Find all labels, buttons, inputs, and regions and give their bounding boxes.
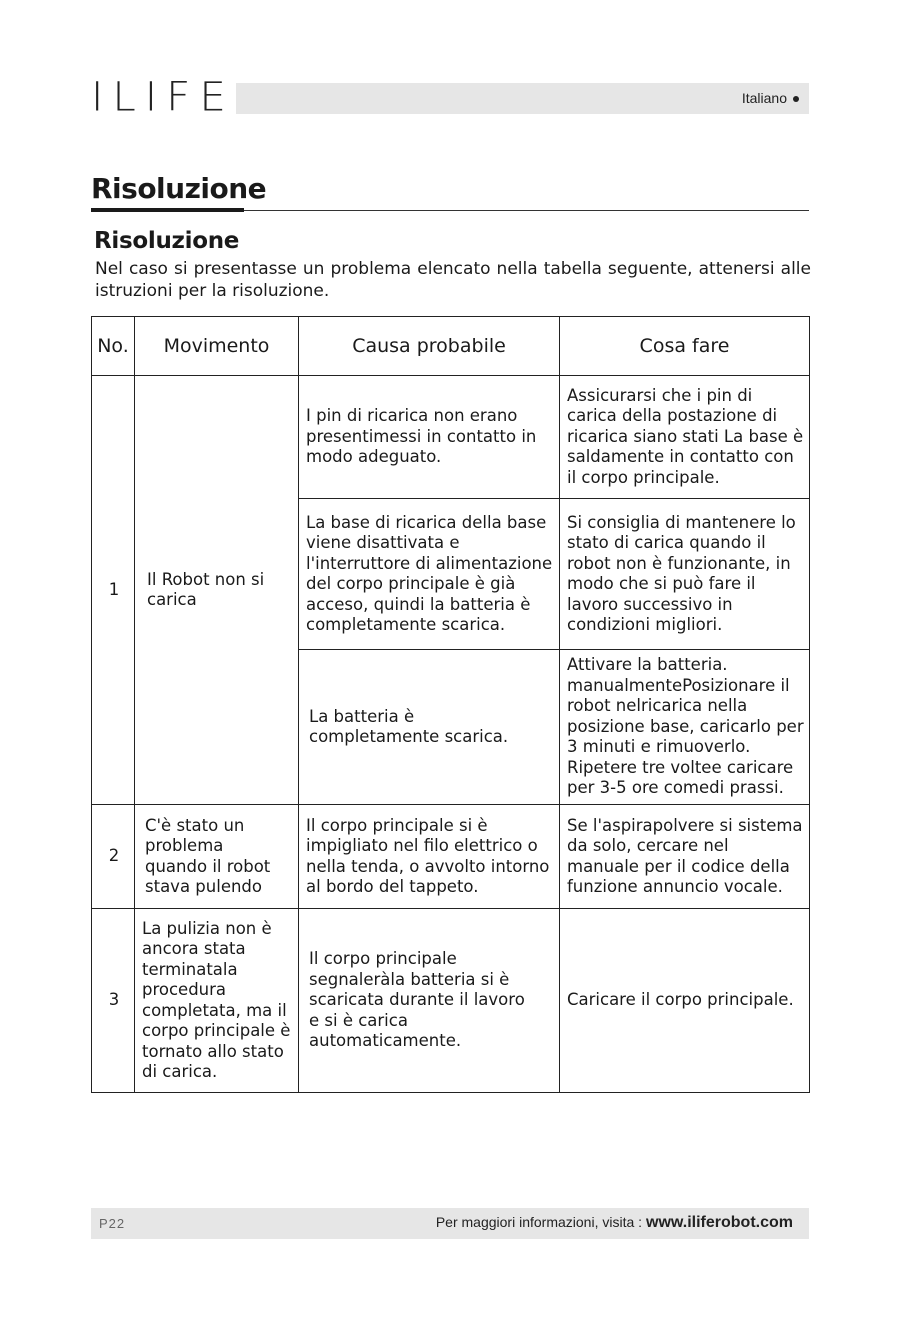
footer-info	[436, 1214, 793, 1232]
row-causa: I pin di ricarica non erano presentimessi in contatto in modo adeguato.	[299, 376, 560, 499]
row-cosa: Caricare il corpo principale.	[560, 909, 810, 1093]
brand-logo: ILIFE	[91, 73, 235, 120]
footer-bar	[91, 1208, 809, 1239]
header-bar	[236, 83, 809, 114]
row-cosa: Se l'aspirapolvere si sistema da solo, cercare nel manuale per il codice della funzione annuncio vocale.	[560, 805, 810, 909]
row-movimento: Il Robot non si carica	[135, 376, 299, 805]
bullet-dot-icon	[793, 96, 799, 102]
page-number: P22	[99, 1216, 126, 1231]
footer-text: Per maggiori informazioni, visita :	[435, 1214, 643, 1230]
row-cosa: Assicurarsi che i pin di carica della postazione di ricarica siano stati La base è saldamente in contatto con il corpo principale.	[560, 376, 810, 499]
intro-text: Nel caso si presentasse un problema elencato nella tabella seguente, attenersi alle istruzioni per la risoluzione.	[95, 259, 811, 301]
row-causa: Il corpo principale si è impigliato nel filo elettrico o nella tenda, o avvolto intorno al bordo del tappeto.	[299, 805, 560, 909]
section-title: Risoluzione	[91, 172, 267, 205]
row-cosa: Attivare la batteria. manualmentePosizionare il robot nelricarica nella posizione base, caricarlo per 3 minuti e rimuoverlo. Ripetere tre voltee caricare per 3-5 ore comedi prassi.	[560, 650, 810, 805]
table-row	[92, 805, 810, 909]
header-movimento: Movimento	[135, 317, 299, 376]
header-cosa: Cosa fare	[560, 317, 810, 376]
row-causa: Il corpo principale segnaleràla batteria si è scaricata durante il lavoro e si è carica automaticamente.	[299, 909, 560, 1093]
subtitle: Risoluzione	[94, 228, 240, 254]
table-row	[92, 376, 810, 499]
table-row	[92, 909, 810, 1093]
header-no: No.	[92, 317, 135, 376]
row-movimento: C'è stato un problema quando il robot stava pulendo	[135, 805, 299, 909]
language-text: Italiano	[741, 90, 787, 106]
row-causa: La base di ricarica della base viene disattivata e l'interruttore di alimentazione del corpo principale è già acceso, quindi la batteria è completamente scarica.	[299, 499, 560, 650]
table-header-row	[92, 317, 810, 376]
row-number: 2	[92, 805, 135, 909]
troubleshooting-table	[91, 316, 810, 1093]
row-number: 3	[92, 909, 135, 1093]
language-label	[742, 90, 799, 106]
header-causa: Causa probabile	[299, 317, 560, 376]
row-movimento: La pulizia non è ancora stata terminatala procedura completata, ma il corpo principale è tornato allo stato di carica.	[135, 909, 299, 1093]
row-cosa: Si consiglia di mantenere lo stato di carica quando il robot non è funzionante, in modo che si può fare il lavoro successivo in condizioni migliori.	[560, 499, 810, 650]
row-number: 1	[92, 376, 135, 805]
website-link[interactable]: www.iliferobot.com	[646, 1214, 793, 1231]
section-underline	[91, 208, 244, 212]
row-causa: La batteria è completamente scarica.	[299, 650, 560, 805]
